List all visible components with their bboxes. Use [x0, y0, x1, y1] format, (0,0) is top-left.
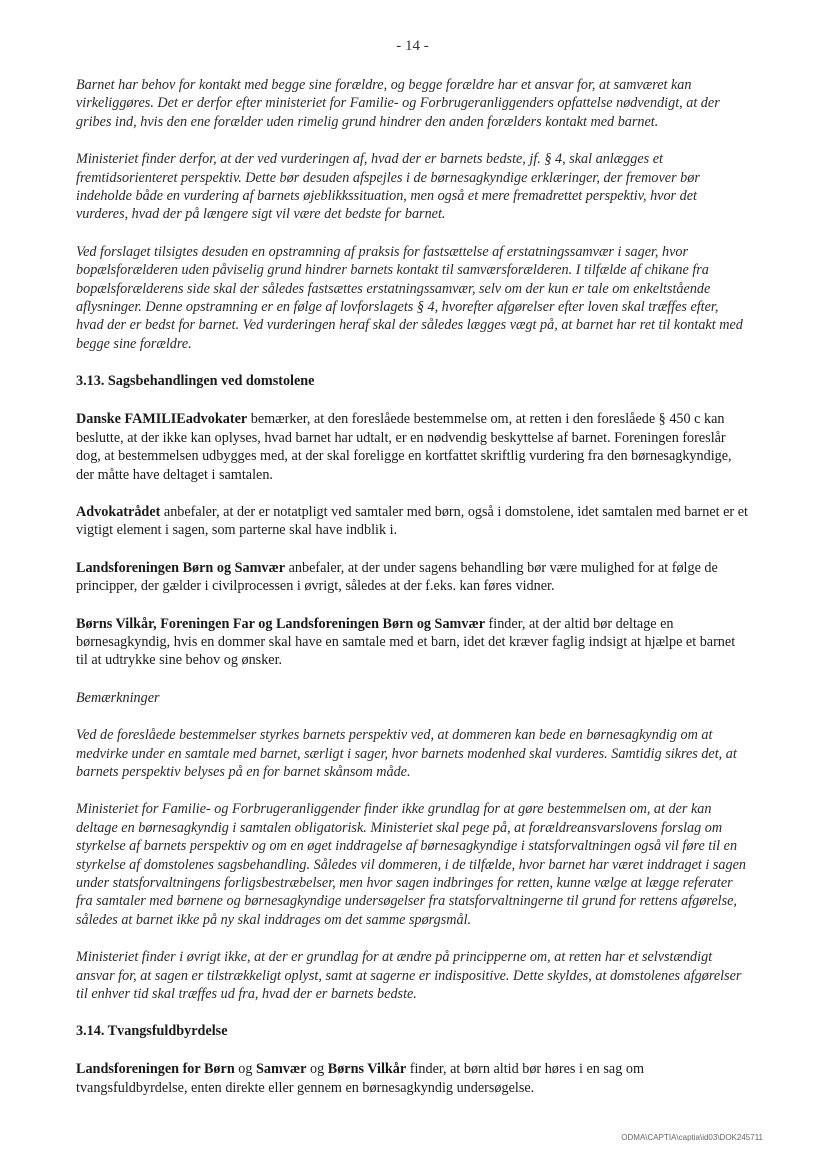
org-name: Børns Vilkår [327, 1061, 407, 1078]
remarks-label: Bemærkninger [76, 689, 160, 706]
org-name: Landsforeningen Børn og Samvær [76, 559, 286, 576]
org-name: Samvær [256, 1061, 307, 1078]
paragraph-contact: Barnet har behov for kontakt med begge sine forældre, og begge forældre har et ansvar for, at samværet kan virkeliggøres. Det er derfor efter ministeriet for Familie- og Forbrugeranliggenders opfattelse nødvendigt, at der gribes ind, hvis den ene forælder uden rimelig grund hindrer den anden forælders kontakt med barnet. [76, 77, 720, 130]
statement-tvangsfuldbyrdelse [76, 1060, 748, 1097]
statement-landsforeningen [76, 559, 748, 596]
statement-text: finder, at børn altid bør høres i en sag om tvangsfuldbyrdelse, enten direkte eller gennem en børnesagkyndig undersøgelse. [76, 1061, 644, 1096]
connector-text: og [306, 1061, 328, 1078]
paragraph-compensation-contact: Ved forslaget tilsigtes desuden en opstramning af praksis for fastsættelse af erstatningssamvær i sager, hvor bopælsforælderen uden påviselig grund hindrer barnets kontakt til samværsforælderen. I tilfælde af chikane fra bopælsforælderens side skal der således fastsættes erstatningssamvær, selv om der kun er tale om enkeltstående aflysninger. Denne opstramning er en følge af lovforslagets § 4, hvorefter afgørelser efter loven skal træffes efter, hvad der er bedst for barnet. Ved vurderingen heraf skal der således lægges vægt på, at barnet har ret til kontakt med begge sine forældre. [76, 243, 743, 352]
remark-paragraph-1: Ved de foreslåede bestemmelser styrkes barnets perspektiv ved, at dommeren kan bede en børnesagkyndig om at medvirke under en samtale med barnet, særligt i sager, hvor barnets modenhed skal vurderes. Samtidig sikres det, at barnets perspektiv belyses på en for barnet skånsom måde. [76, 727, 737, 780]
statement-borns-vilkaar [76, 615, 748, 670]
org-name: Advokatrådet [76, 503, 161, 520]
section-heading-3-14: 3.14. Tvangsfuldbyrdelse [76, 1023, 228, 1040]
org-name: Børns Vilkår, Foreningen Far og Landsforeningen Børn og Samvær [76, 615, 485, 632]
remark-paragraph-3: Ministeriet finder i øvrigt ikke, at der er grundlag for at ændre på principperne om, at retten har et selvstændigt ansvar for, at sagen er tilstrækkeligt oplyst, samt at sagerne er indispositive. Dette skyldes, at domstolenes afgørelser til enhver tid skal træffes ud fra, hvad der er barnets bedste. [76, 949, 742, 1003]
remark-paragraph-2: Ministeriet for Familie- og Forbrugeranliggender finder ikke grundlag for at gøre bestemmelsen om, at der kan deltage en børnesagkyndig i samtalen obligatorisk. Ministeriet skal pege på, at forældreansvarslovens forslag om styrkelse af barnets perspektiv og om en øget inddragelse af børnesagkyndige i statsforvaltningen også vil føre til en styrkelse af domstolenes sagsbehandling. Således vil dommeren, i de tilfælde, hvor barnet har været inddraget i sagen under statsforvaltningens forligsbestræbelser, men hvor sagen indbringes for retten, kunne vælge at lægge referater fra samtaler med børnene og børnesagkyndige undersøgelser fra statsforvaltningerne til grund for rettens afgørelse, således at barnet ikke på ny skal inddrages om det samme spørgsmål. [76, 801, 747, 928]
statement-text: finder, at der altid bør deltage en børnesagkyndig, hvis en dommer skal have en samtale med et barn, idet det kræver faglig indsigt at hjælpe et barnet til at udtrykke sine behov og ønsker. [76, 615, 736, 669]
page-number: - 14 - [396, 38, 429, 54]
statement-text: bemærker, at den foreslåede bestemmelse om, at retten i den foreslåede § 450 c kan beslutte, at der ikke kan oplyses, hvad barnet har udtalt, er en nødvendig beskyttelse af barnet. Foreningen foreslår dog, at bestemmelsen udbygges med, at der skal foreligge en kortfattet skriftlig vurdering fra den børnesagkyndige, der måtte have deltaget i samtalen. [76, 411, 732, 483]
org-name: Landsforeningen for Børn [76, 1061, 235, 1078]
paragraph-future-perspective: Ministeriet finder derfor, at der ved vurderingen af, hvad der er barnets bedste, jf. § 4, skal anlægges et fremtidsorienteret perspektiv. Dette bør desuden afspejles i de børnesagkyndige erklæringer, der fremover bør indeholde både en vurdering af barnets øjeblikkssituation, men også et mere fremadrettet perspektiv, hvor det vurderes, hvad der på længere sigt vil være det bedste for barnet. [76, 151, 700, 223]
org-name: Danske FAMILIEadvokater [76, 411, 248, 428]
document-reference: ODMA\CAPTIA\captia\id03\DOK245711 [621, 1133, 763, 1142]
statement-text: anbefaler, at der under sagens behandling bør være mulighed for at følge de principper, der gælder i civilprocessen i øvrigt, således at der f.eks. kan føres vidner. [76, 559, 718, 595]
section-heading-3-13: 3.13. Sagsbehandlingen ved domstolene [76, 373, 315, 390]
connector-text: og [234, 1061, 256, 1078]
statement-advokatraadet [76, 503, 748, 540]
document-body [76, 76, 748, 1116]
statement-danske-familieadvokater [76, 410, 748, 484]
statement-text: anbefaler, at der er notatpligt ved samtaler med børn, også i domstolene, idet samtalen med barnet er et vigtigt element i sagen, som parterne skal have indblik i. [76, 503, 748, 539]
